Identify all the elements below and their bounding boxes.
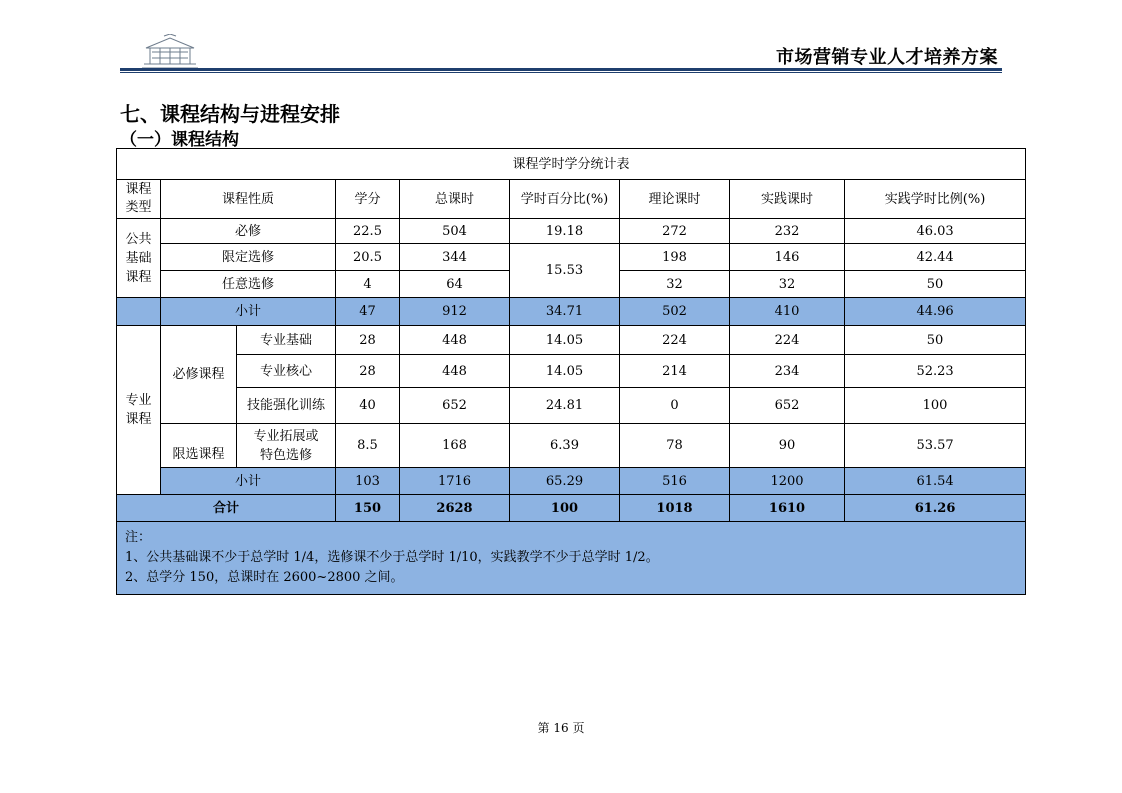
notes-title: 注：	[125, 530, 152, 545]
logo-emblem	[140, 34, 200, 70]
table-header-row	[117, 180, 1026, 219]
header-course-type: 课程类型	[117, 180, 161, 219]
table-row: 专业核心 28 448 14.05 214 234 52.23	[117, 355, 1026, 388]
total-row: 合计 150 2628 100 1018 1610 61.26	[117, 495, 1026, 522]
group-required: 必修课程	[161, 326, 237, 424]
header-theory-hours: 理论课时	[620, 180, 730, 219]
elective-percent-cell: 15.53	[510, 244, 620, 298]
table-row: 专业课程 必修课程 专业基础 28 448 14.05 224 224 50	[117, 326, 1026, 355]
note-line-1: 1、公共基础课不少于总学时 1/4，选修课不少于总学时 1/10，实践教学不少于总学时 1/2。	[125, 550, 659, 565]
category-public: 公共基础课程	[117, 219, 161, 298]
table-caption: 课程学时学分统计表	[117, 149, 1026, 180]
table-caption-row	[117, 149, 1026, 180]
section-subtitle: （一）课程结构	[120, 130, 239, 150]
header-rule-thin	[120, 72, 1002, 73]
table-row: 技能强化训练 40 652 24.81 0 652 100	[117, 388, 1026, 424]
document-title: 市场营销专业人才培养方案	[776, 47, 998, 68]
group-limited: 限选课程	[161, 424, 237, 468]
header-course-nature: 课程性质	[161, 180, 336, 219]
header-practice-hours: 实践课时	[730, 180, 845, 219]
table-row: 公共基础课程 必修 22.5 504 19.18 272 232 46.03	[117, 219, 1026, 244]
section-title: 七、课程结构与进程安排	[120, 102, 340, 126]
page-number: 第 16 页	[537, 721, 585, 735]
table-notes	[117, 522, 1026, 595]
header-rule-thick	[120, 68, 1002, 71]
header-credits: 学分	[336, 180, 400, 219]
public-subtotal-row: 小计 47 912 34.71 502 410 44.96	[117, 298, 1026, 326]
header-total-hours: 总课时	[400, 180, 510, 219]
pavilion-logo-icon	[140, 34, 200, 70]
table-row: 任意选修 4 64 32 32 50	[117, 271, 1026, 298]
note-line-2: 2、总学分 150，总课时在 2600~2800 之间。	[125, 570, 404, 585]
category-major: 专业课程	[117, 326, 161, 495]
notes-row	[117, 522, 1026, 595]
table-row: 限定选修 20.5 344 15.53 198 146 42.44	[117, 244, 1026, 271]
major-subtotal-row: 小计 103 1716 65.29 516 1200 61.54	[117, 468, 1026, 495]
header-practice-ratio: 实践学时比例(%)	[845, 180, 1026, 219]
course-statistics-table	[116, 148, 1026, 595]
header-hour-percent: 学时百分比(%)	[510, 180, 620, 219]
table-row: 限选课程 专业拓展或特色选修 8.5 168 6.39 78 90 53.57	[117, 424, 1026, 468]
